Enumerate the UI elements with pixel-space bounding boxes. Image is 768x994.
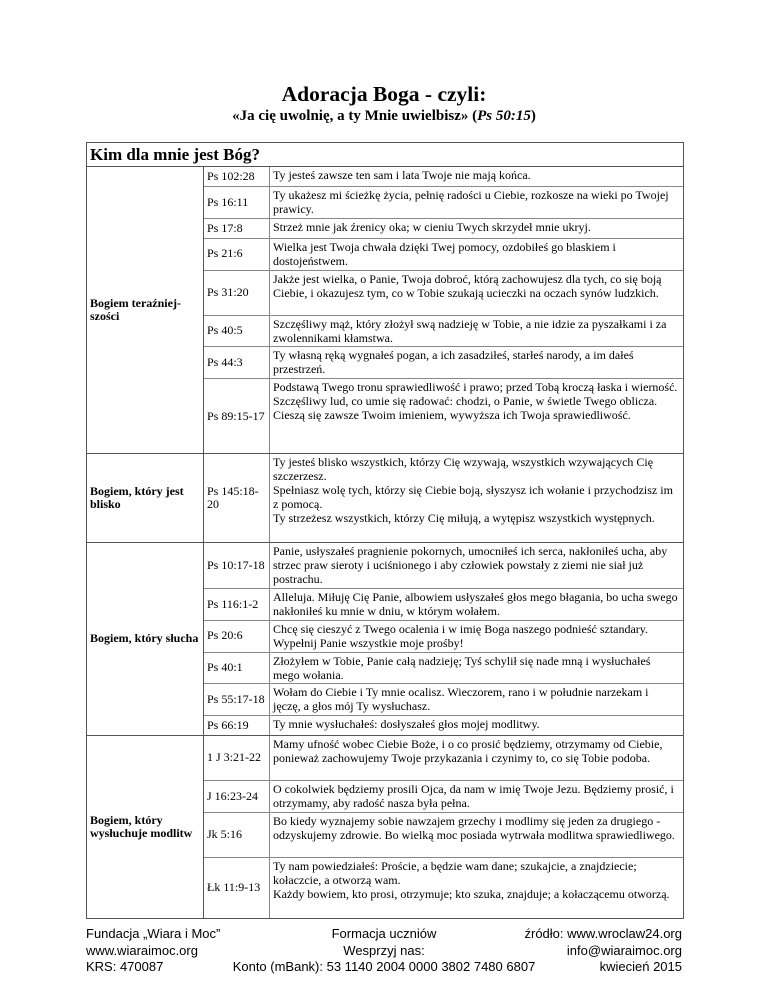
table-row (204, 316, 683, 348)
footer-source: źródło: www.wroclaw24.org (524, 926, 682, 941)
footer-line-1 (86, 926, 682, 943)
group-label: Bogiem teraźniej- szości (90, 295, 181, 324)
verse-reference: Ps 40:5 (204, 316, 270, 347)
page-subtitle (0, 108, 768, 125)
group-label: Bogiem, który słucha (90, 631, 199, 646)
verse-reference: Ps 89:15-17 (204, 379, 270, 453)
table-group (87, 167, 683, 454)
verse-reference: Ps 116:1-2 (204, 589, 270, 620)
table-row (204, 621, 683, 653)
verse-reference: Ps 55:17-18 (204, 684, 270, 715)
group-rows (204, 167, 683, 453)
table-row (204, 543, 683, 589)
table-row (204, 379, 683, 453)
verse-reference: J 16:23-24 (204, 781, 270, 812)
verse-text: Ty jesteś zawsze ten sam i lata Twoje nie mają końca. (273, 168, 531, 182)
table-row (204, 454, 683, 542)
group-label-cell (87, 736, 204, 918)
table-row (204, 187, 683, 219)
footer-date: kwiecień 2015 (599, 959, 682, 974)
footer-org-name: Fundacja „Wiara i Moc” (86, 926, 221, 941)
footer-support: Wesprzyj nas: (343, 942, 425, 958)
verse-text: Złożyłem w Tobie, Panie całą nadzieję; Tyś schylił się nade mną i wysłuchałeś mego wołania. (273, 653, 651, 682)
verse-text: Ty mnie wysłuchałeś: dosłyszałeś głos mojej modlitwy. (273, 717, 540, 732)
page-title: Adoracja Boga - czyli: (281, 82, 487, 106)
group-rows (204, 736, 683, 918)
verse-text: Ty ukażesz mi ścieżkę życia, pełnię radości u Ciebie, rozkosze na wieki po Twojej prawicy. (273, 188, 669, 216)
verse-text: Ty jesteś blisko wszystkich, którzy Cię wzywają, wszystkich wzywających Cię szczerzesz. Spełniasz wolę tych, którzy się Ciebie boją, słyszysz ich wołanie i przychodzisz im z pomocą. Ty strzeżesz wszystkich, którzy Cię miłują, a wytępisz wszystkich występnych. (273, 455, 673, 525)
footer-email-link[interactable]: info@wiaraimoc.org (566, 942, 682, 958)
subtitle-quote: «Ja cię uwolnię, a ty Mnie uwielbisz» ( (232, 108, 478, 124)
table-row (204, 813, 683, 858)
table-group (87, 543, 683, 736)
verse-text: Jakże jest wielka, o Panie, Twoja dobroć, którą zachowujesz dla tych, co się boją Ciebie, i okazujesz tym, co w Tobie szukają ucieczki na oczach synów ludzkich. (273, 271, 662, 300)
footer-krs: KRS: 470087 (86, 959, 164, 974)
verse-text: Strzeż mnie jak źrenicy oka; w cieniu Twych skrzydeł mnie ukryj. (273, 219, 591, 234)
verse-text: Chcę się cieszyć z Twego ocalenia i w imię Boga naszego podnieść sztandary. Wypełnij Panie wszystkie moje prośby! (273, 621, 649, 650)
table-row (204, 716, 683, 735)
table-row (204, 858, 683, 918)
group-label: Bogiem, który wysłuchuje modlitw (90, 812, 193, 841)
table-row (204, 589, 683, 621)
verse-reference: Ps 17:8 (204, 219, 270, 238)
verse-reference: 1 J 3:21-22 (204, 736, 270, 780)
footer-website-link[interactable]: www.wiaraimoc.org (86, 942, 198, 958)
table-row (204, 781, 683, 813)
verse-reference: Ps 10:17-18 (204, 543, 270, 588)
verse-reference: Ps 16:11 (204, 187, 270, 218)
subtitle-end: ) (530, 108, 536, 124)
subtitle-reference: Ps 50:15 (477, 108, 531, 124)
verse-reference: Ps 40:1 (204, 653, 270, 684)
footer-line-2 (86, 943, 682, 960)
table-row (204, 271, 683, 316)
table-row (204, 684, 683, 716)
table-row (204, 219, 683, 239)
verse-reference: Ps 31:20 (204, 271, 270, 315)
verse-reference: Łk 11:9-13 (204, 858, 270, 918)
table-row (204, 653, 683, 685)
footer-line-3 (86, 959, 682, 976)
verse-text: Bo kiedy wyznajemy sobie nawzajem grzechy i modlimy się jeden za drugiego - odzyskujemy zdrowie. Bo wielką moc posiada wytrwała modlitwa sprawiedliwego. (273, 814, 675, 842)
verse-text: O cokolwiek będziemy prosili Ojca, da nam w imię Twoje Jezu. Będziemy prosić, i otrzymamy, aby radość nasza była pełna. (273, 782, 674, 811)
verse-reference: Ps 44:3 (204, 347, 270, 378)
group-rows (204, 543, 683, 735)
footer-bank-account: Konto (mBank): 53 1140 2004 0000 3802 7480 6807 (232, 959, 536, 974)
table-group (87, 736, 683, 918)
group-label-cell (87, 167, 204, 453)
group-label: Bogiem, który jest blisko (90, 483, 184, 512)
verse-text: Alleluja. Miłuję Cię Panie, albowiem usłyszałeś głos mego błagania, bo ucha swego nakłoniłeś ku mnie w dniu, w którym wołałem. (273, 589, 678, 618)
table-row (204, 239, 683, 271)
verse-text: Podstawą Twego tronu sprawiedliwość i prawo; przed Tobą kroczą łaska i wierność. Szczęśliwy lud, co umie się radować: chodzi, o Panie, w świetle Twego oblicza. Cieszą się zawsze Twoim imieniem, wywyższa ich Twoja sprawiedliwość. (273, 380, 678, 423)
table-row (204, 736, 683, 781)
group-rows (204, 454, 683, 542)
group-label-cell (87, 543, 204, 735)
verse-text: Wołam do Ciebie i Ty mnie ocalisz. Wieczorem, rano i w południe narzekam i jęczę, a głos mój Ty wysłuchasz. (273, 685, 649, 714)
verse-text: Szczęśliwy mąż, który złożył swą nadzieję w Tobie, a nie idzie za pyszałkami i za zwolennikami kłamstwa. (273, 316, 667, 345)
section-heading: Kim dla mnie jest Bóg? (87, 143, 683, 167)
verse-reference: Ps 20:6 (204, 621, 270, 652)
verse-reference: Ps 66:19 (204, 716, 270, 735)
footer-program: Formacja uczniów (331, 926, 437, 941)
table-row (204, 167, 683, 187)
table-row (204, 347, 683, 379)
table-groups (87, 167, 683, 918)
scripture-table (86, 142, 684, 919)
verse-text: Mamy ufność wobec Ciebie Boże, i o co prosić będziemy, otrzymamy od Ciebie, ponieważ zachowujemy Twoje przykazania i czynimy to, co się Tobie podoba. (273, 737, 663, 766)
verse-reference: Ps 102:28 (204, 167, 270, 186)
table-group (87, 454, 683, 543)
verse-text: Ty nam powiedziałeś: Proście, a będzie wam dane; szukajcie, a znajdziecie; kołaczcie, a otworzą wam. Każdy bowiem, kto prosi, otrzymuje; kto szuka, znajduje; a kołaczącemu otworzą. (273, 859, 670, 901)
footer (86, 926, 682, 976)
group-label-cell (87, 454, 204, 542)
verse-text: Panie, usłyszałeś pragnienie pokornych, umocniłeś ich serca, nakłoniłeś ucha, aby strzec praw sieroty i uciśnionego i aby człowiek powstały z ziemi nie siał już postrachu. (273, 544, 668, 587)
verse-text: Ty własną ręką wygnałeś pogan, a ich zasadziłeś, starłeś narody, a im dałeś przestrzeń. (273, 348, 634, 377)
verse-reference: Ps 145:18-20 (204, 454, 270, 542)
verse-reference: Ps 21:6 (204, 239, 270, 270)
verse-text: Wielka jest Twoja chwała dzięki Twej pomocy, ozdobiłeś go blaskiem i dostojeństwem. (273, 239, 616, 268)
verse-reference: Jk 5:16 (204, 813, 270, 857)
